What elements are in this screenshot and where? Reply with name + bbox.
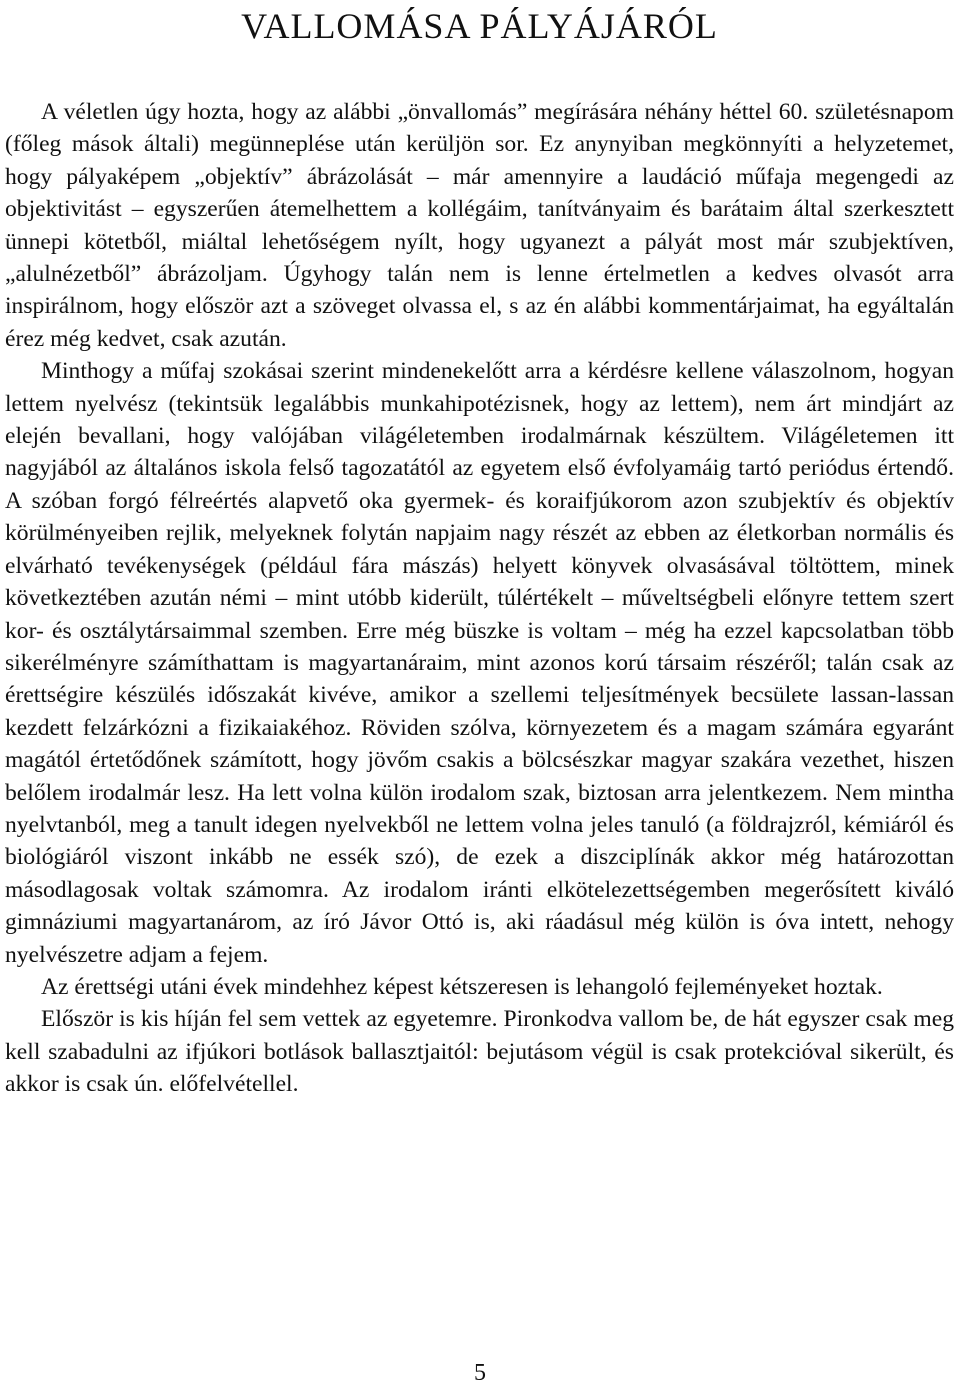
paragraph: Minthogy a műfaj szokásai szerint mindenekelőtt arra a kérdésre kellene válaszolnom, hogyan lettem nyelvész (tekintsük legalábbis munkahipotézisnek, hogy az lettem), nem árt mindjárt az elején bevallani, hogy valójában világéletemben irodalmárnak készültem. Világéletemen itt nagyjából az általános iskola felső tagozatától az egyetem első évfolyamáig tartó periódus értendő. A szóban forgó félreértés alapvető oka gyermek- és koraifjúkorom azon szubjektív és objektív körülményeiben rejlik, melyeknek folytán napjaim nagy részét az ebben az életkorban normális és elvárható tevékenységek (például fára mászás) helyett könyvek olvasásával töltöttem, minek következtében azután némi – mint utóbb kiderült, túlértékelt – műveltségbeli előnyre tettem szert kor- és osztálytársaimmal szemben. Erre még büszke is voltam – még ha ezzel kapcsolatban több sikerélményre számíthattam is magyartanáraim, mint azonos korú társaim részéről; talán csak az érettségire készülés időszakát kivéve, amikor a szellemi teljesítmények becsülete lassan-lassan kezdett felzárkózni a fizikaiakéhoz. Röviden szólva, környezetem és a magam számára egyaránt magától értetődőnek számított, hogy jövőm csakis a bölcsészkar magyar szakára vezethet, hiszen belőlem irodalmár lesz. Ha lett volna külön irodalom szak, biztosan arra jelentkezem. Nem mintha nyelvtanból, meg a tanult idegen nyelvekből ne lettem volna jeles tanuló (a földrajzról, kémiáról és biológiáról viszont inkább ne essék szó), de ezek a diszciplínák akkor még határozottan másodlagosak voltak számomra. Az irodalom iránti elkötelezettségemben megerősített kiváló gimnáziumi magyartanárom, az író Jávor Ottó is, aki ráadásul még külön is óva intett, nehogy nyelvészetre adjam a fejem. <box>5 358 954 968</box>
paragraph: Először is kis híján fel sem vettek az egyetemre. Pironkodva vallom be, de hát egyszer csak meg kell szabadulni az ifjúkori botlások ballasztjaitól: bejutásom végül is csak protekcióval sikerült, és akkor is csak ún. előfelvétellel. <box>5 1006 954 1098</box>
page-title: VALLOMÁSA PÁLYÁJÁRÓL <box>241 6 718 46</box>
paragraph: A véletlen úgy hozta, hogy az alábbi „önvallomás” megírására néhány héttel 60. születésnapom (főleg mások általi) megünneplése után kerüljön sor. Ez anynyiban megkönnyíti a helyzetemet, hogy pályaképem „objektív” ábrázolását – már amennyire a laudáció műfaja megengedi az objektivitást – egyszerűen átemelhettem a kollégáim, tanítványaim és barátaim által szerkesztett ünnepi kötetből, miáltal lehetőségem nyílt, hogy ugyanezt a pályát most már szubjektíven, „alulnézetből” ábrázoljam. Úgyhogy talán nem is lenne értelmetlen a kedves olvasót arra inspirálnom, hogy először azt a szöveget olvassa el, s az én alábbi kommentárjaimat, ha egyáltalán érez még kedvet, csak azután. <box>5 99 954 352</box>
paragraph: Az érettségi utáni évek mindehhez képest kétszeresen is lehangoló fejleményeket hoztak. <box>41 973 883 1000</box>
page-number: 5 <box>474 1360 486 1386</box>
body-text <box>5 96 954 1101</box>
